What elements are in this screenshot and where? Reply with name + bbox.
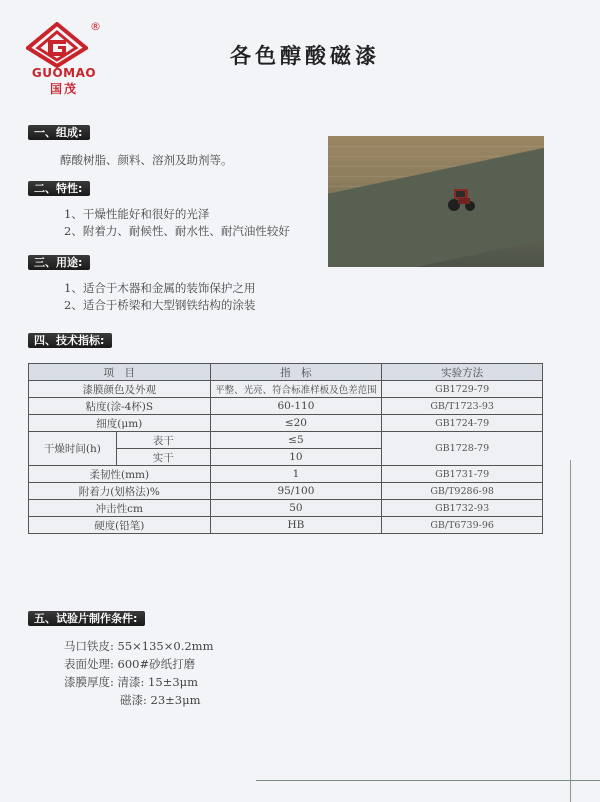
- row-method: GB/T9286-98: [382, 483, 543, 500]
- row-method: GB/T6739-96: [382, 517, 543, 534]
- section-heading-features: 二、特性:: [28, 181, 90, 196]
- row-method: GB1724-79: [382, 415, 543, 432]
- decorative-vertical-rule: [570, 460, 571, 802]
- row-value: 50: [210, 500, 382, 517]
- logo-brand-text: GUOMAO: [31, 66, 97, 80]
- row-subitem: 表干: [116, 432, 210, 449]
- test-line-4: 磁漆: 23±3μm: [120, 693, 201, 707]
- feature-line-2: 2、附着力、耐候性、耐水性、耐汽油性较好: [64, 224, 290, 238]
- tractor-icon: [446, 186, 476, 212]
- row-value: 10: [210, 449, 382, 466]
- row-method: GB1728-79: [382, 432, 543, 466]
- usage-line-2: 2、适合于桥梁和大型钢铁结构的涂装: [64, 298, 256, 312]
- row-method: GB1732-93: [382, 500, 543, 517]
- table-row: [29, 517, 543, 534]
- table-row: [29, 432, 543, 449]
- table-row: [29, 381, 543, 398]
- table-row: [29, 398, 543, 415]
- row-item: 冲击性cm: [29, 500, 211, 517]
- logo-emblem-icon: [26, 22, 88, 68]
- header-value: 指 标: [210, 364, 382, 381]
- logo-brand-cn: 国茂: [49, 82, 78, 96]
- row-subitem: 实干: [116, 449, 210, 466]
- section-heading-test: 五、试验片制作条件:: [28, 611, 145, 626]
- spec-table: [28, 363, 543, 534]
- row-item: 硬度(铅笔): [29, 517, 211, 534]
- table-header-row: [29, 364, 543, 381]
- row-item: 附着力(划格法)%: [29, 483, 211, 500]
- row-value: HB: [210, 517, 382, 534]
- table-row: [29, 500, 543, 517]
- row-value: 1: [210, 466, 382, 483]
- row-value: 平整、光亮、符合标准样板及色差范围: [210, 381, 382, 398]
- table-row: [29, 415, 543, 432]
- row-item: 漆膜颜色及外观: [29, 381, 211, 398]
- row-value: 60-110: [210, 398, 382, 415]
- table-row: [29, 483, 543, 500]
- header-item: 项 目: [29, 364, 211, 381]
- row-item: 粘度(涂-4杯)S: [29, 398, 211, 415]
- row-item: 干燥时间(h): [29, 432, 117, 466]
- row-value: ≤20: [210, 415, 382, 432]
- usage-line-1: 1、适合于木器和金属的装饰保护之用: [64, 281, 256, 295]
- brand-logo: [26, 22, 102, 96]
- tractor-field-photo: [328, 136, 544, 267]
- section-heading-specs: 四、技术指标:: [28, 333, 112, 348]
- row-item: 柔韧性(mm): [29, 466, 211, 483]
- row-value: 95/100: [210, 483, 382, 500]
- section-heading-usage: 三、用途:: [28, 255, 90, 270]
- feature-line-1: 1、干燥性能好和很好的光泽: [64, 207, 210, 221]
- row-item: 细度(μm): [29, 415, 211, 432]
- table-row: [29, 466, 543, 483]
- test-line-2: 表面处理: 600#砂纸打磨: [64, 657, 196, 671]
- section-heading-composition: 一、组成:: [28, 125, 90, 140]
- row-method: GB1729-79: [382, 381, 543, 398]
- composition-line: 醇酸树脂、颜料、溶剂及助剂等。: [60, 153, 233, 167]
- header-method: 实验方法: [382, 364, 543, 381]
- registered-mark: ®: [90, 20, 101, 33]
- test-line-3: 漆膜厚度: 清漆: 15±3μm: [64, 675, 199, 689]
- test-line-1: 马口铁皮: 55×135×0.2mm: [64, 639, 214, 653]
- row-method: GB/T1723-93: [382, 398, 543, 415]
- row-value: ≤5: [210, 432, 382, 449]
- decorative-horizontal-rule: [256, 780, 600, 781]
- page-title: 各色醇酸磁漆: [230, 44, 380, 68]
- row-method: GB1731-79: [382, 466, 543, 483]
